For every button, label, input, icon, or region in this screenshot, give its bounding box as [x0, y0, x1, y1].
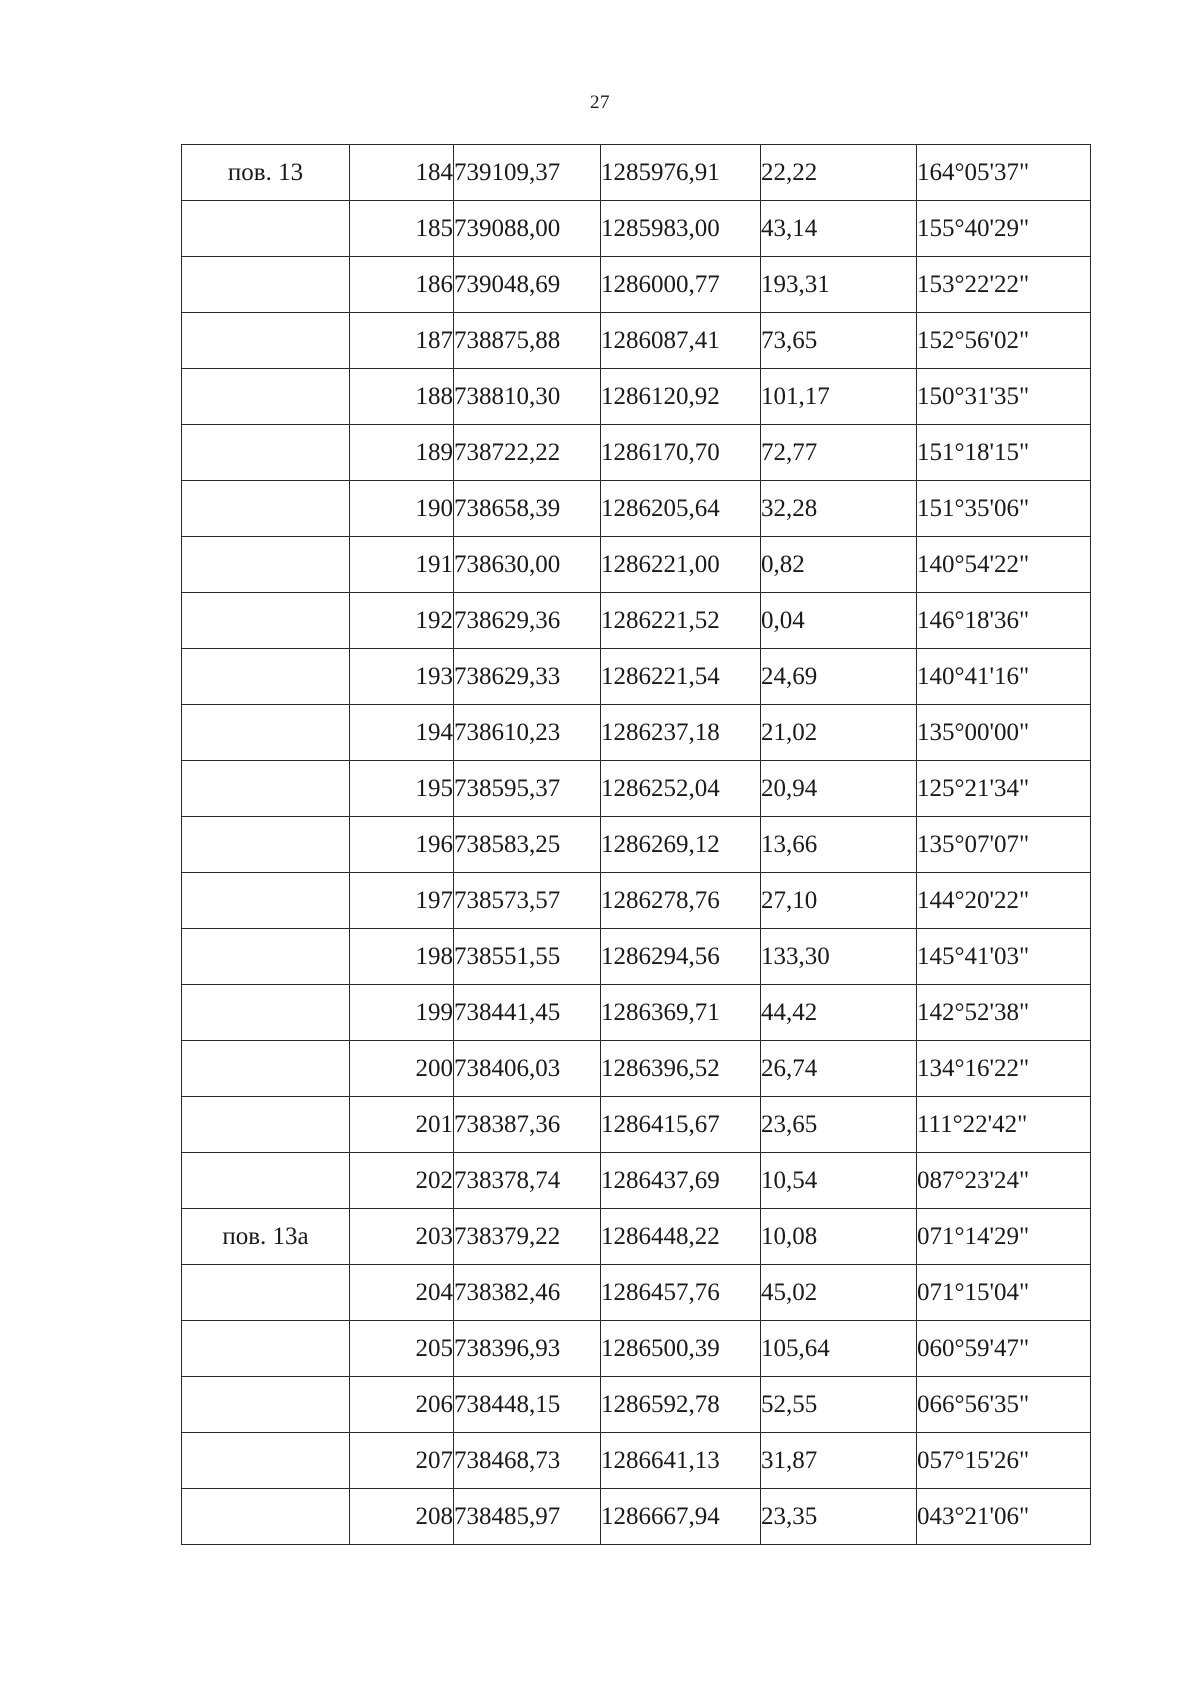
table-row	[182, 817, 1091, 873]
turn-cell	[182, 425, 350, 481]
y-coordinate-cell: 1286278,76	[601, 873, 761, 929]
x-coordinate-cell: 738396,93	[454, 1321, 601, 1377]
bearing-angle-cell: 151°35'06"	[917, 481, 1091, 537]
bearing-angle-cell: 152°56'02"	[917, 313, 1091, 369]
y-coordinate-cell: 1286437,69	[601, 1153, 761, 1209]
x-coordinate-cell: 738382,46	[454, 1265, 601, 1321]
distance-cell: 101,17	[761, 369, 917, 425]
turn-cell	[182, 537, 350, 593]
turn-cell: пов. 13а	[182, 1209, 350, 1265]
x-coordinate-cell: 738448,15	[454, 1377, 601, 1433]
distance-cell: 13,66	[761, 817, 917, 873]
table-row	[182, 1209, 1091, 1265]
table-row	[182, 313, 1091, 369]
bearing-angle-cell: 111°22'42"	[917, 1097, 1091, 1153]
x-coordinate-cell: 738573,57	[454, 873, 601, 929]
distance-cell: 27,10	[761, 873, 917, 929]
x-coordinate-cell: 738610,23	[454, 705, 601, 761]
point-number-cell: 191	[350, 537, 454, 593]
x-coordinate-cell: 739088,00	[454, 201, 601, 257]
x-coordinate-cell: 739048,69	[454, 257, 601, 313]
distance-cell: 23,65	[761, 1097, 917, 1153]
y-coordinate-cell: 1286205,64	[601, 481, 761, 537]
bearing-angle-cell: 135°07'07"	[917, 817, 1091, 873]
bearing-angle-cell: 043°21'06"	[917, 1489, 1091, 1545]
bearing-angle-cell: 153°22'22"	[917, 257, 1091, 313]
distance-cell: 133,30	[761, 929, 917, 985]
y-coordinate-cell: 1286221,00	[601, 537, 761, 593]
x-coordinate-cell: 738406,03	[454, 1041, 601, 1097]
table-row	[182, 145, 1091, 201]
point-number-cell: 185	[350, 201, 454, 257]
distance-cell: 10,08	[761, 1209, 917, 1265]
table-row	[182, 873, 1091, 929]
turn-cell	[182, 1153, 350, 1209]
x-coordinate-cell: 738441,45	[454, 985, 601, 1041]
x-coordinate-cell: 738875,88	[454, 313, 601, 369]
table-row	[182, 593, 1091, 649]
turn-cell	[182, 873, 350, 929]
distance-cell: 22,22	[761, 145, 917, 201]
table-row	[182, 1489, 1091, 1545]
distance-cell: 72,77	[761, 425, 917, 481]
turn-cell	[182, 649, 350, 705]
point-number-cell: 205	[350, 1321, 454, 1377]
point-number-cell: 197	[350, 873, 454, 929]
turn-cell	[182, 817, 350, 873]
y-coordinate-cell: 1285983,00	[601, 201, 761, 257]
table-row	[182, 1433, 1091, 1489]
point-number-cell: 200	[350, 1041, 454, 1097]
point-number-cell: 201	[350, 1097, 454, 1153]
turn-cell	[182, 761, 350, 817]
x-coordinate-cell: 738722,22	[454, 425, 601, 481]
point-number-cell: 207	[350, 1433, 454, 1489]
y-coordinate-cell: 1286592,78	[601, 1377, 761, 1433]
bearing-angle-cell: 146°18'36"	[917, 593, 1091, 649]
turn-cell	[182, 1321, 350, 1377]
bearing-angle-cell: 066°56'35"	[917, 1377, 1091, 1433]
point-number-cell: 189	[350, 425, 454, 481]
y-coordinate-cell: 1286269,12	[601, 817, 761, 873]
table-row	[182, 1153, 1091, 1209]
point-number-cell: 184	[350, 145, 454, 201]
turn-cell	[182, 1097, 350, 1153]
y-coordinate-cell: 1286221,54	[601, 649, 761, 705]
distance-cell: 26,74	[761, 1041, 917, 1097]
point-number-cell: 188	[350, 369, 454, 425]
turn-cell	[182, 369, 350, 425]
turn-cell: пов. 13	[182, 145, 350, 201]
bearing-angle-cell: 060°59'47"	[917, 1321, 1091, 1377]
bearing-angle-cell: 134°16'22"	[917, 1041, 1091, 1097]
y-coordinate-cell: 1286294,56	[601, 929, 761, 985]
table-row	[182, 761, 1091, 817]
x-coordinate-cell: 738630,00	[454, 537, 601, 593]
bearing-angle-cell: 071°14'29"	[917, 1209, 1091, 1265]
x-coordinate-cell: 738387,36	[454, 1097, 601, 1153]
x-coordinate-cell: 739109,37	[454, 145, 601, 201]
distance-cell: 45,02	[761, 1265, 917, 1321]
table-row	[182, 1321, 1091, 1377]
point-number-cell: 186	[350, 257, 454, 313]
bearing-angle-cell: 142°52'38"	[917, 985, 1091, 1041]
x-coordinate-cell: 738485,97	[454, 1489, 601, 1545]
point-number-cell: 206	[350, 1377, 454, 1433]
table-row	[182, 257, 1091, 313]
turn-cell	[182, 1377, 350, 1433]
y-coordinate-cell: 1285976,91	[601, 145, 761, 201]
turn-cell	[182, 201, 350, 257]
point-number-cell: 196	[350, 817, 454, 873]
coordinates-table-body	[182, 145, 1091, 1545]
y-coordinate-cell: 1286448,22	[601, 1209, 761, 1265]
y-coordinate-cell: 1286667,94	[601, 1489, 761, 1545]
table-row	[182, 425, 1091, 481]
distance-cell: 43,14	[761, 201, 917, 257]
y-coordinate-cell: 1286237,18	[601, 705, 761, 761]
bearing-angle-cell: 150°31'35"	[917, 369, 1091, 425]
y-coordinate-cell: 1286641,13	[601, 1433, 761, 1489]
distance-cell: 52,55	[761, 1377, 917, 1433]
bearing-angle-cell: 144°20'22"	[917, 873, 1091, 929]
bearing-angle-cell: 140°54'22"	[917, 537, 1091, 593]
bearing-angle-cell: 135°00'00"	[917, 705, 1091, 761]
y-coordinate-cell: 1286396,52	[601, 1041, 761, 1097]
distance-cell: 0,04	[761, 593, 917, 649]
bearing-angle-cell: 164°05'37"	[917, 145, 1091, 201]
distance-cell: 24,69	[761, 649, 917, 705]
x-coordinate-cell: 738810,30	[454, 369, 601, 425]
point-number-cell: 202	[350, 1153, 454, 1209]
point-number-cell: 203	[350, 1209, 454, 1265]
distance-cell: 10,54	[761, 1153, 917, 1209]
table-row	[182, 481, 1091, 537]
point-number-cell: 199	[350, 985, 454, 1041]
table-row	[182, 1265, 1091, 1321]
x-coordinate-cell: 738379,22	[454, 1209, 601, 1265]
x-coordinate-cell: 738595,37	[454, 761, 601, 817]
distance-cell: 73,65	[761, 313, 917, 369]
distance-cell: 23,35	[761, 1489, 917, 1545]
distance-cell: 193,31	[761, 257, 917, 313]
distance-cell: 32,28	[761, 481, 917, 537]
y-coordinate-cell: 1286500,39	[601, 1321, 761, 1377]
bearing-angle-cell: 087°23'24"	[917, 1153, 1091, 1209]
y-coordinate-cell: 1286000,77	[601, 257, 761, 313]
point-number-cell: 195	[350, 761, 454, 817]
point-number-cell: 190	[350, 481, 454, 537]
table-row	[182, 1041, 1091, 1097]
page-number: 27	[590, 92, 610, 113]
point-number-cell: 204	[350, 1265, 454, 1321]
table-row	[182, 985, 1091, 1041]
point-number-cell: 194	[350, 705, 454, 761]
table-row	[182, 369, 1091, 425]
bearing-angle-cell: 140°41'16"	[917, 649, 1091, 705]
distance-cell: 20,94	[761, 761, 917, 817]
bearing-angle-cell: 145°41'03"	[917, 929, 1091, 985]
distance-cell: 0,82	[761, 537, 917, 593]
bearing-angle-cell: 151°18'15"	[917, 425, 1091, 481]
table-row	[182, 537, 1091, 593]
x-coordinate-cell: 738583,25	[454, 817, 601, 873]
y-coordinate-cell: 1286120,92	[601, 369, 761, 425]
table-row	[182, 705, 1091, 761]
table-row	[182, 1377, 1091, 1433]
bearing-angle-cell: 155°40'29"	[917, 201, 1091, 257]
y-coordinate-cell: 1286415,67	[601, 1097, 761, 1153]
table-row	[182, 201, 1091, 257]
distance-cell: 21,02	[761, 705, 917, 761]
y-coordinate-cell: 1286221,52	[601, 593, 761, 649]
y-coordinate-cell: 1286170,70	[601, 425, 761, 481]
distance-cell: 105,64	[761, 1321, 917, 1377]
turn-cell	[182, 593, 350, 649]
table-row	[182, 929, 1091, 985]
x-coordinate-cell: 738658,39	[454, 481, 601, 537]
turn-cell	[182, 1433, 350, 1489]
turn-cell	[182, 481, 350, 537]
distance-cell: 44,42	[761, 985, 917, 1041]
x-coordinate-cell: 738629,33	[454, 649, 601, 705]
y-coordinate-cell: 1286252,04	[601, 761, 761, 817]
bearing-angle-cell: 071°15'04"	[917, 1265, 1091, 1321]
coordinates-table	[181, 144, 1091, 1545]
x-coordinate-cell: 738378,74	[454, 1153, 601, 1209]
y-coordinate-cell: 1286087,41	[601, 313, 761, 369]
bearing-angle-cell: 057°15'26"	[917, 1433, 1091, 1489]
x-coordinate-cell: 738468,73	[454, 1433, 601, 1489]
point-number-cell: 208	[350, 1489, 454, 1545]
x-coordinate-cell: 738629,36	[454, 593, 601, 649]
turn-cell	[182, 985, 350, 1041]
y-coordinate-cell: 1286369,71	[601, 985, 761, 1041]
turn-cell	[182, 1489, 350, 1545]
turn-cell	[182, 257, 350, 313]
turn-cell	[182, 313, 350, 369]
table-row	[182, 1097, 1091, 1153]
bearing-angle-cell: 125°21'34"	[917, 761, 1091, 817]
turn-cell	[182, 929, 350, 985]
point-number-cell: 198	[350, 929, 454, 985]
x-coordinate-cell: 738551,55	[454, 929, 601, 985]
turn-cell	[182, 705, 350, 761]
distance-cell: 31,87	[761, 1433, 917, 1489]
table-row	[182, 649, 1091, 705]
point-number-cell: 187	[350, 313, 454, 369]
point-number-cell: 192	[350, 593, 454, 649]
turn-cell	[182, 1041, 350, 1097]
turn-cell	[182, 1265, 350, 1321]
point-number-cell: 193	[350, 649, 454, 705]
y-coordinate-cell: 1286457,76	[601, 1265, 761, 1321]
